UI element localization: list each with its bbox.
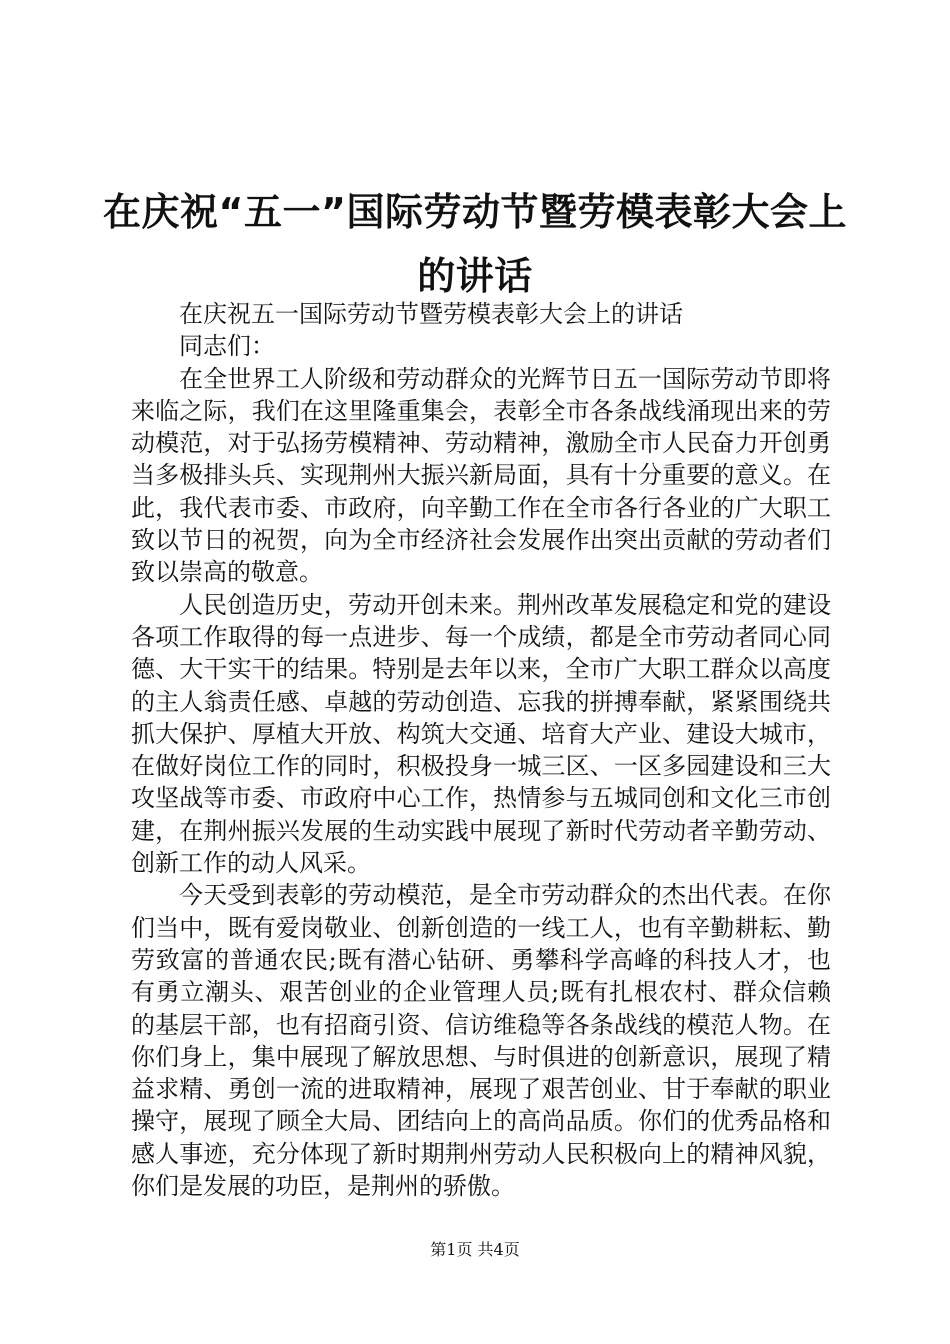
page-number: 第1页 共4页 [430, 1240, 520, 1259]
salutation: 同志们： [179, 332, 275, 361]
document-title: 在庆祝“五一”国际劳动节暨劳模表彰大会上的讲话 [103, 190, 847, 298]
paragraph: 在全世界工人阶级和劳动群众的光辉节日五一国际劳动节即将来临之际，我们在这里隆重集会，表彰全市各条战线涌现出来的劳动模范，对于弘扬劳模精神、劳动精神，激励全市人民奋力开创勇当多极排头兵、实现荆州大振兴新局面，具有十分重要的意义。在此，我代表市委、市政府，向辛勤工作在全市各行各业的广大职工致以节日的祝贺，向为全市经济社会发展作出突出贡献的劳动者们致以崇高的敬意。 [131, 364, 831, 587]
document-body [131, 298, 831, 1202]
paragraph: 人民创造历史，劳动开创未来。荆州改革发展稳定和党的建设各项工作取得的每一点进步、每一个成绩，都是全市劳动者同心同德、大干实干的结果。特别是去年以来，全市广大职工群众以高度的主人翁责任感、卓越的劳动创造、忘我的拼搏奉献，紧紧围绕共抓大保护、厚植大开放、构筑大交通、培育大产业、建设大城市，在做好岗位工作的同时，积极投身一城三区、一区多园建设和三大攻坚战等市委、市政府中心工作，热情参与五城同创和文化三市创建，在荆州振兴发展的生动实践中展现了新时代劳动者辛勤劳动、创新工作的动人风采。 [131, 590, 831, 878]
paragraph: 今天受到表彰的劳动模范，是全市劳动群众的杰出代表。在你们当中，既有爱岗敬业、创新创造的一线工人，也有辛勤耕耘、勤劳致富的普通农民;既有潜心钻研、勇攀科学高峰的科技人才，也有勇立潮头、艰苦创业的企业管理人员;既有扎根农村、群众信赖的基层干部，也有招商引资、信访维稳等各条战线的模范人物。在你们身上，集中展现了解放思想、与时俱进的创新意识，展现了精益求精、勇创一流的进取精神，展现了艰苦创业、甘于奉献的职业操守，展现了顾全大局、团结向上的高尚品质。你们的优秀品格和感人事迹，充分体现了新时期荆州劳动人民积极向上的精神风貌，你们是发展的功臣，是荆州的骄傲。 [131, 881, 831, 1201]
document-subtitle: 在庆祝五一国际劳动节暨劳模表彰大会上的讲话 [179, 300, 683, 328]
